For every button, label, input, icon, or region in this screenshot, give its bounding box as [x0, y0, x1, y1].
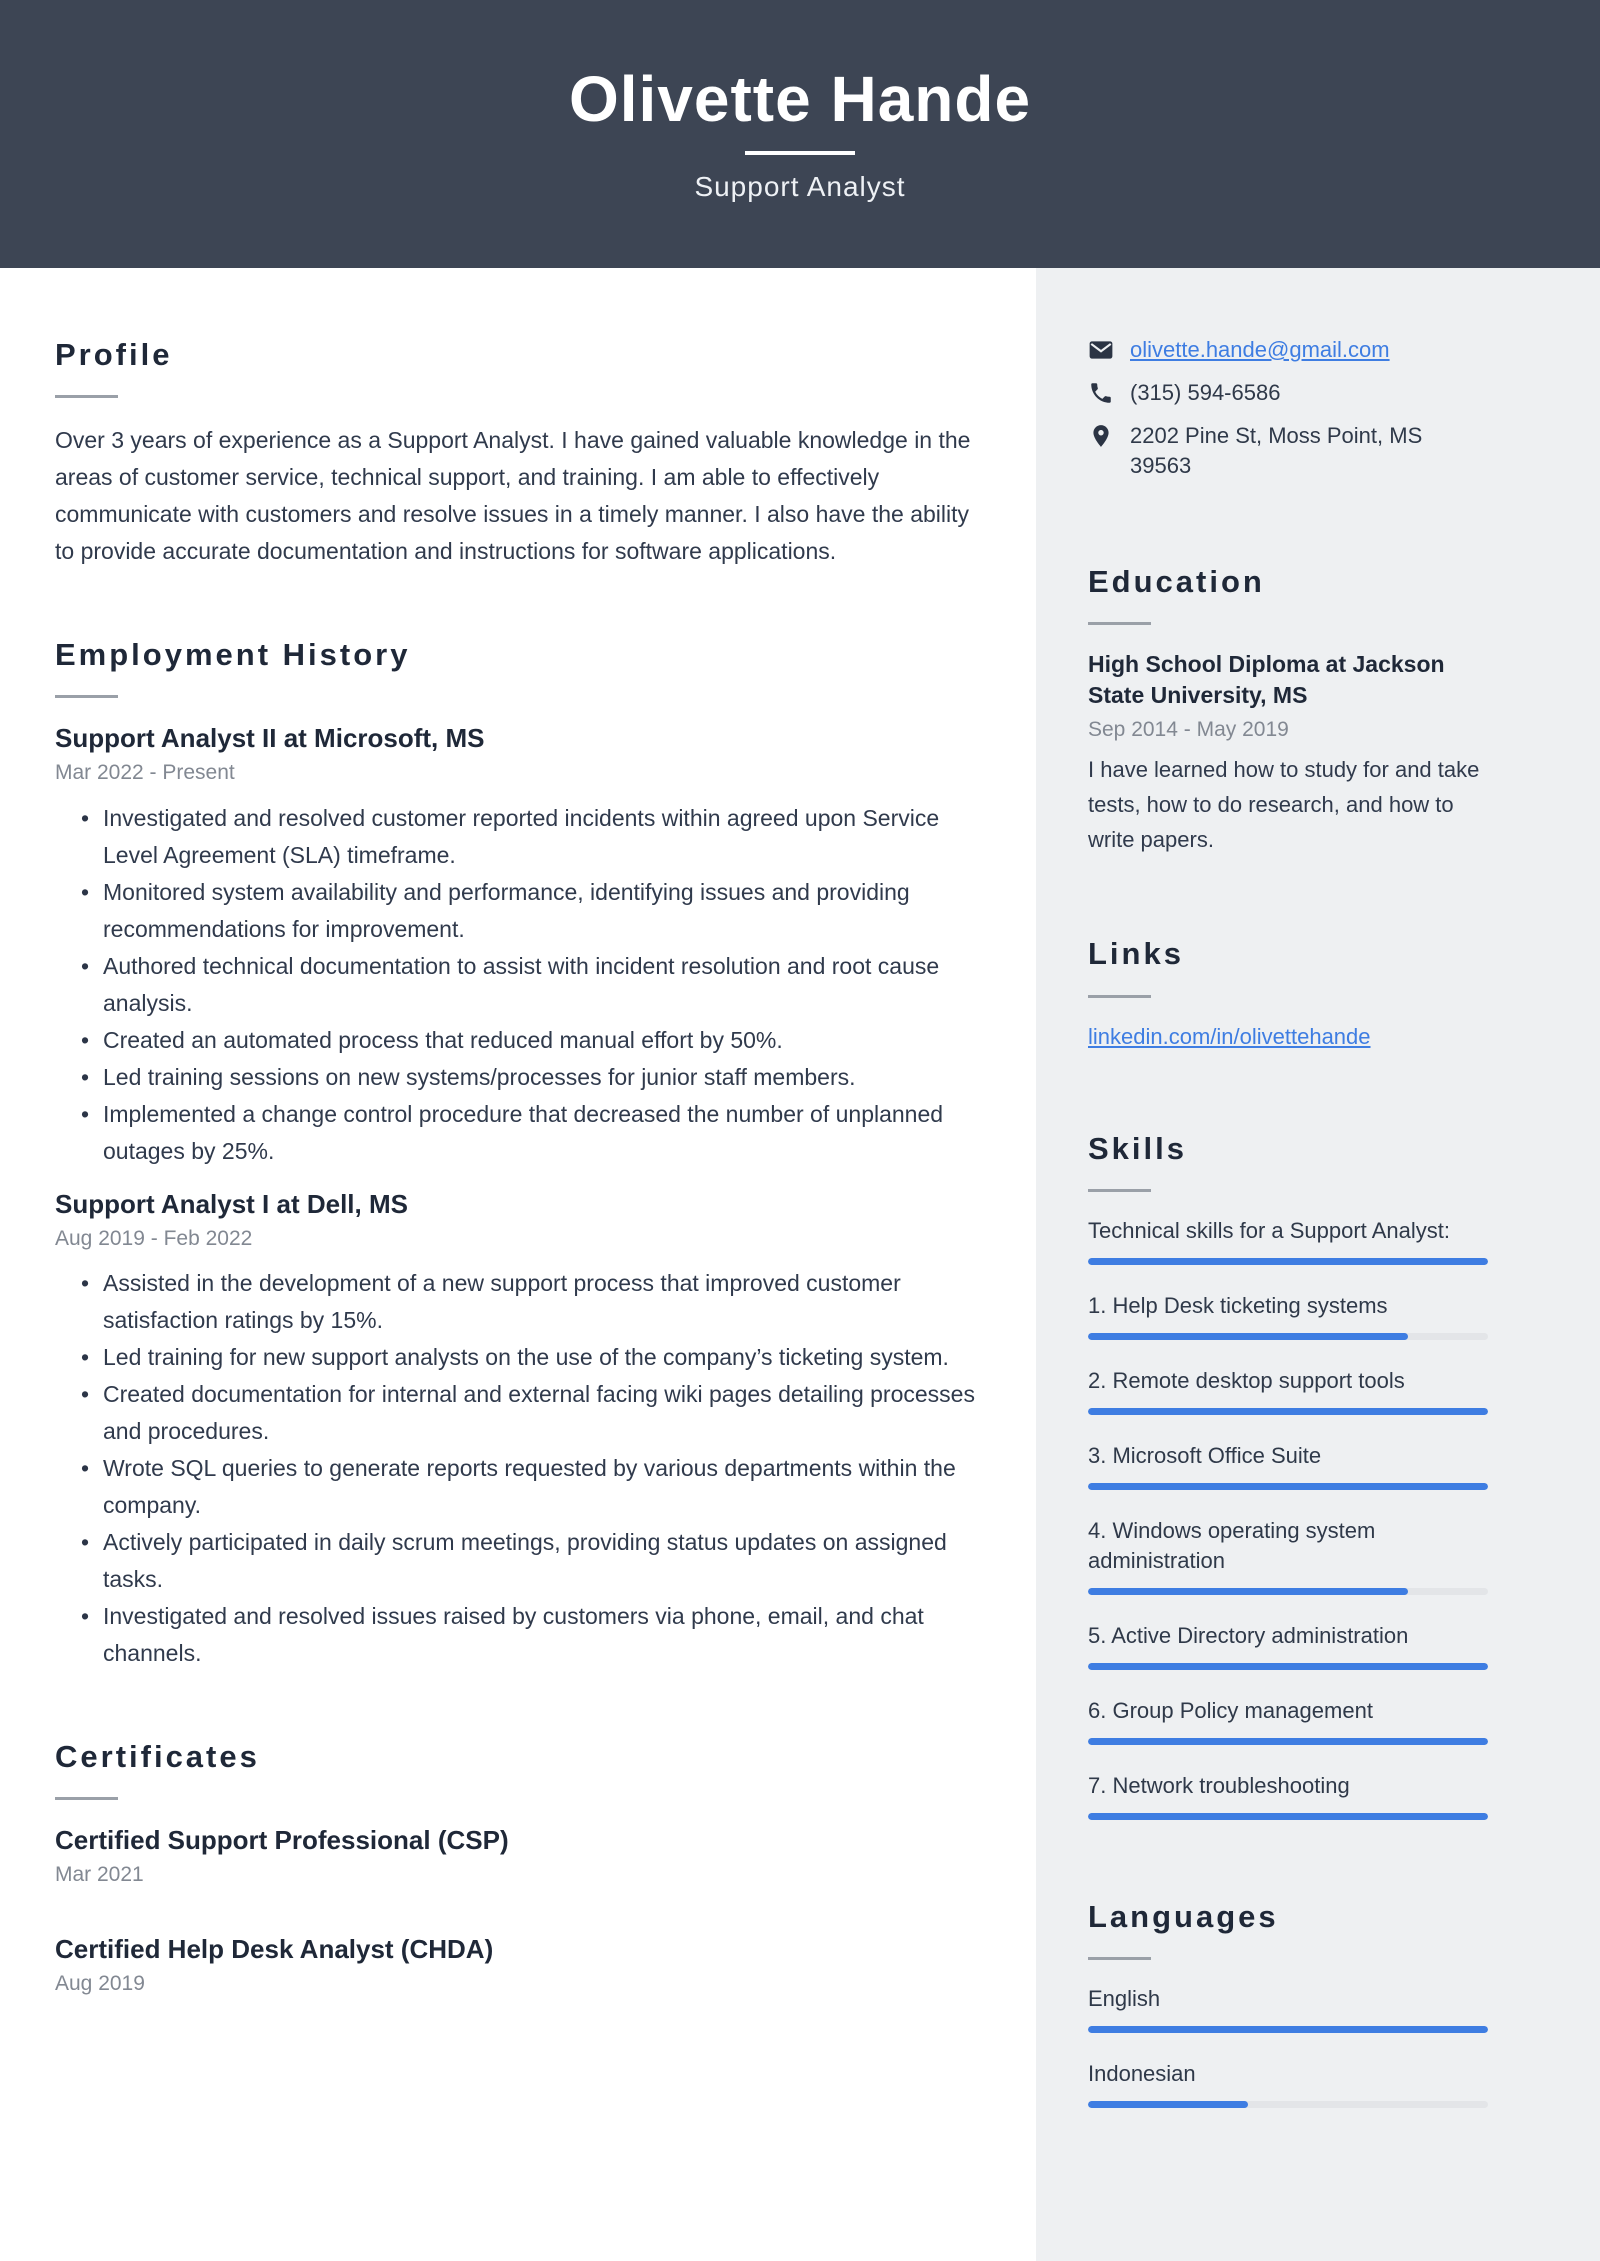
education-heading: Education: [1088, 564, 1265, 599]
bullet-item: • Created documentation for internal and external facing wiki pages detailing processes and procedures.: [81, 1376, 981, 1450]
education-description: I have learned how to study for and take tests, how to do research, and how to write papers.: [1088, 757, 1480, 853]
certificate-entry: [55, 1933, 1016, 1996]
skill-item: [1088, 1771, 1488, 1820]
person-name: Olivette Hande: [568, 63, 1032, 135]
bullet-item: • Investigated and resolved issues raised by customers via phone, email, and chat channels.: [81, 1598, 981, 1672]
header-divider: [745, 151, 855, 155]
section-rule: [1088, 622, 1151, 625]
skill-bar: [1088, 1258, 1488, 1265]
phone-icon: [1088, 380, 1114, 406]
skill-bar: [1088, 1663, 1488, 1670]
employment-section: [55, 636, 1016, 1672]
linkedin-link[interactable]: linkedin.com/in/olivettehande: [1088, 1023, 1371, 1049]
skills-intro: [1088, 1216, 1488, 1265]
resume-body: [0, 268, 1600, 2261]
job-bullet-list: [81, 1265, 981, 1672]
job-bullet-list: [81, 800, 981, 1170]
education-section: [1088, 563, 1488, 857]
skill-item: [1088, 1441, 1488, 1490]
skill-bar: [1088, 1813, 1488, 1820]
skill-item: [1088, 1696, 1488, 1745]
bullet-item: • Created an automated process that reduced manual effort by 50%.: [81, 1022, 981, 1059]
skills-intro-label: Technical skills for a Support Analyst:: [1088, 1217, 1450, 1243]
employment-heading: Employment History: [55, 637, 411, 673]
certificates-heading: Certificates: [55, 1738, 260, 1774]
location-icon: [1088, 423, 1114, 449]
skill-label: 6. Group Policy management: [1088, 1697, 1373, 1723]
skill-bar: [1088, 1333, 1488, 1340]
skill-label: 3. Microsoft Office Suite: [1088, 1442, 1322, 1468]
job-dates: Aug 2019 - Feb 2022: [55, 1226, 253, 1250]
skill-label: 2. Remote desktop support tools: [1088, 1367, 1405, 1393]
bullet-item: • Implemented a change control procedure that decreased the number of unplanned outages by 25%.: [81, 1096, 981, 1170]
links-heading: Links: [1088, 936, 1184, 972]
certificate-date: Aug 2019: [55, 1972, 145, 1996]
profile-text: Over 3 years of experience as a Support Analyst. I have gained valuable knowledge in the areas of customer service, technical support, and training. I am able to effectively communicate with customers and resolve issues in a timely manner. I also have the ability to provide accurate documentation and instructions for software applications.: [55, 427, 971, 565]
job-title: Support Analyst I at Dell, MS: [55, 1188, 408, 1219]
profile-heading: Profile: [55, 337, 173, 372]
skill-item: [1088, 1516, 1488, 1595]
bullet-item: • Investigated and resolved customer reported incidents within agreed upon Service Level Agreement (SLA) timeframe.: [81, 800, 981, 874]
contact-address-row: [1088, 421, 1488, 481]
skill-label: 4. Windows operating system administration: [1088, 1517, 1376, 1573]
skill-label: 7. Network troubleshooting: [1088, 1772, 1350, 1798]
skill-label: 5. Active Directory administration: [1088, 1622, 1409, 1648]
email-icon: [1088, 337, 1114, 363]
certificate-entry: [55, 1824, 1016, 1887]
section-rule: [55, 1797, 118, 1800]
section-rule: [1088, 1189, 1151, 1192]
job-dates: Mar 2022 - Present: [55, 761, 235, 785]
skills-heading: Skills: [1088, 1130, 1187, 1166]
section-rule: [1088, 995, 1151, 998]
phone-number: (315) 594-6586: [1130, 380, 1281, 405]
certificate-title: Certified Help Desk Analyst (CHDA): [55, 1934, 494, 1965]
skill-item: [1088, 1366, 1488, 1415]
job-entry: [55, 722, 1016, 1169]
bullet-item: • Assisted in the development of a new support process that improved customer satisfaction ratings by 15%.: [81, 1265, 981, 1339]
certificate-title: Certified Support Professional (CSP): [55, 1824, 509, 1855]
bullet-item: • Wrote SQL queries to generate reports requested by various departments within the company.: [81, 1450, 981, 1524]
skill-item: [1088, 1291, 1488, 1340]
language-item: [1088, 2059, 1488, 2108]
education-dates: Sep 2014 - May 2019: [1088, 718, 1289, 742]
languages-section: [1088, 1898, 1488, 2108]
bullet-item: • Monitored system availability and performance, identifying issues and providing recommendations for improvement.: [81, 874, 981, 948]
skill-item: [1088, 1621, 1488, 1670]
language-bar: [1088, 2026, 1488, 2033]
skill-bar: [1088, 1738, 1488, 1745]
sidebar-column: [1036, 268, 1600, 2261]
profile-section: [55, 336, 1016, 570]
skills-section: [1088, 1130, 1488, 1820]
section-rule: [1088, 1957, 1151, 1960]
language-label: Indonesian: [1088, 2060, 1196, 2086]
skill-label: 1. Help Desk ticketing systems: [1088, 1292, 1388, 1318]
skill-bar: [1088, 1483, 1488, 1490]
section-rule: [55, 695, 118, 698]
job-subtitle: Support Analyst: [694, 171, 906, 202]
links-section: [1088, 935, 1488, 1051]
bullet-item: • Authored technical documentation to assist with incident resolution and root cause analysis.: [81, 948, 981, 1022]
skill-bar: [1088, 1408, 1488, 1415]
language-item: [1088, 1984, 1488, 2033]
languages-heading: Languages: [1088, 1898, 1279, 1934]
language-bar: [1088, 2101, 1488, 2108]
resume-header: [0, 0, 1600, 268]
email-link[interactable]: olivette.hande@gmail.com: [1130, 337, 1390, 362]
contact-block: [1088, 335, 1488, 481]
language-label: English: [1088, 1985, 1161, 2011]
contact-phone-row: [1088, 378, 1488, 408]
bullet-item: • Led training for new support analysts on the use of the company’s ticketing system.: [81, 1339, 981, 1376]
job-title: Support Analyst II at Microsoft, MS: [55, 723, 485, 754]
job-entry: [55, 1188, 1016, 1672]
section-rule: [55, 395, 118, 398]
street-address: 2202 Pine St, Moss Point, MS 39563: [1130, 423, 1423, 478]
certificate-date: Mar 2021: [55, 1862, 144, 1886]
main-column: [0, 268, 1036, 2261]
certificates-section: [55, 1738, 1016, 1997]
education-degree: High School Diploma at Jackson State University, MS: [1088, 651, 1445, 709]
bullet-item: • Led training sessions on new systems/processes for junior staff members.: [81, 1059, 981, 1096]
bullet-item: • Actively participated in daily scrum meetings, providing status updates on assigned tasks.: [81, 1524, 981, 1598]
contact-email-row: [1088, 335, 1488, 365]
skill-bar: [1088, 1588, 1488, 1595]
